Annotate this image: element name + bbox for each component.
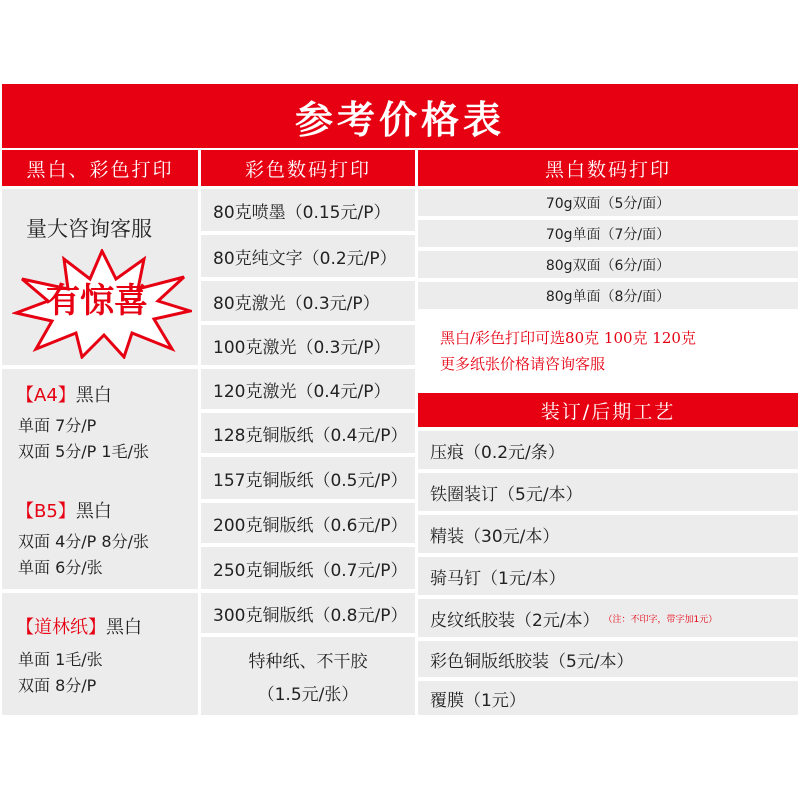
header-binding [418, 393, 798, 427]
paper-note-line1: 黑白/彩色打印可选80克 100克 120克 [440, 329, 696, 347]
a4-tag: 【A4】 [16, 385, 76, 406]
b5-tag: 【B5】 [16, 501, 76, 522]
bw-digital-label: 70g单面（7分/面） [545, 226, 671, 243]
a4-label: 黑白 [75, 385, 112, 406]
page-title: 参考价格表 [294, 97, 505, 142]
b5-heading [16, 497, 112, 523]
bw-digital-row [418, 282, 798, 309]
a4-line1: 单面 7分/P [18, 416, 97, 435]
bw-digital-row [418, 189, 798, 216]
binding-label: 压痕（0.2元/条） [430, 442, 565, 463]
color-digital-row [201, 325, 415, 365]
color-digital-row [201, 503, 415, 543]
color-digital-row [201, 281, 415, 321]
color-digital-label: 200克铜版纸（0.6元/P） [213, 515, 408, 536]
special-paper-line2: （1.5元/张） [257, 685, 359, 705]
binding-label: 骑马钉（1元/本） [430, 568, 566, 589]
daolin-line1: 单面 1毛/张 [18, 650, 103, 669]
color-digital-row [201, 235, 415, 277]
promo-block [2, 189, 198, 365]
b5-line1: 双面 4分/P 8分/张 [18, 532, 149, 551]
a4-heading [16, 381, 112, 407]
binding-row [418, 473, 798, 511]
title-bar [2, 84, 798, 148]
binding-row [418, 641, 798, 677]
header-binding-label: 装订/后期工艺 [540, 400, 676, 423]
daolin-line2: 双面 8分/P [18, 676, 97, 695]
daolin-block [2, 593, 198, 715]
header-bw-digital-label: 黑白数码打印 [544, 158, 671, 181]
binding-note: （注：不印字，带字加1元） [603, 614, 718, 625]
color-digital-row [201, 547, 415, 589]
header-color-digital-label: 彩色数码打印 [244, 158, 371, 181]
color-digital-row [201, 369, 415, 409]
color-digital-label: 120克激光（0.4元/P） [213, 381, 391, 402]
color-digital-label: 300克铜版纸（0.8元/P） [213, 605, 408, 626]
color-digital-row [201, 457, 415, 499]
binding-label: 精装（30元/本） [430, 526, 560, 547]
binding-label: 铁圈装订（5元/本） [430, 484, 583, 505]
color-digital-label: 157克铜版纸（0.5元/P） [213, 470, 408, 491]
bw-digital-row [418, 220, 798, 247]
bw-digital-label: 80g单面（8分/面） [545, 288, 671, 305]
binding-row [418, 681, 798, 715]
color-digital-row [201, 593, 415, 633]
a4-line2: 双面 5分/P 1毛/张 [18, 442, 149, 461]
binding-row [418, 515, 798, 553]
binding-row [418, 599, 798, 637]
daolin-tag: 【道林纸】 [16, 617, 106, 638]
special-paper-cell [201, 637, 415, 715]
binding-label: 皮纹纸胶装（2元/本） [430, 610, 600, 631]
b5-line2: 单面 6分/张 [18, 558, 103, 577]
color-digital-label: 100克激光（0.3元/P） [213, 337, 391, 358]
header-bw-color-print [2, 150, 198, 186]
color-digital-label: 80克激光（0.3元/P） [213, 293, 380, 314]
header-bw-color-print-label: 黑白、彩色打印 [26, 158, 174, 181]
bw-digital-row [418, 251, 798, 278]
color-digital-label: 128克铜版纸（0.4元/P） [213, 425, 408, 446]
binding-row [418, 557, 798, 595]
promo-surprise-text: 有惊喜 [46, 281, 148, 321]
paper-note-line2: 更多纸张价格请咨询客服 [440, 355, 606, 373]
promo-consult-text: 量大咨询客服 [26, 217, 152, 241]
b5-label: 黑白 [75, 501, 112, 522]
color-digital-label: 80克纯文字（0.2元/P） [213, 248, 397, 269]
bw-digital-label: 70g双面（5分/面） [545, 195, 671, 212]
header-color-digital [201, 150, 415, 186]
binding-label: 彩色铜版纸胶装（5元/本） [430, 651, 634, 672]
daolin-heading [16, 613, 142, 639]
binding-label: 覆膜（1元） [430, 690, 526, 711]
color-digital-row [201, 413, 415, 453]
a4-b5-block [2, 369, 198, 589]
header-bw-digital [418, 150, 798, 186]
paper-note [418, 313, 798, 389]
color-digital-label: 250克铜版纸（0.7元/P） [213, 560, 408, 581]
color-digital-label: 80克喷墨（0.15元/P） [213, 202, 391, 223]
color-digital-row [201, 189, 415, 231]
special-paper-line1: 特种纸、不干胶 [248, 652, 368, 672]
binding-row [418, 431, 798, 469]
bw-digital-label: 80g双面（6分/面） [545, 257, 671, 274]
daolin-label: 黑白 [106, 617, 142, 638]
